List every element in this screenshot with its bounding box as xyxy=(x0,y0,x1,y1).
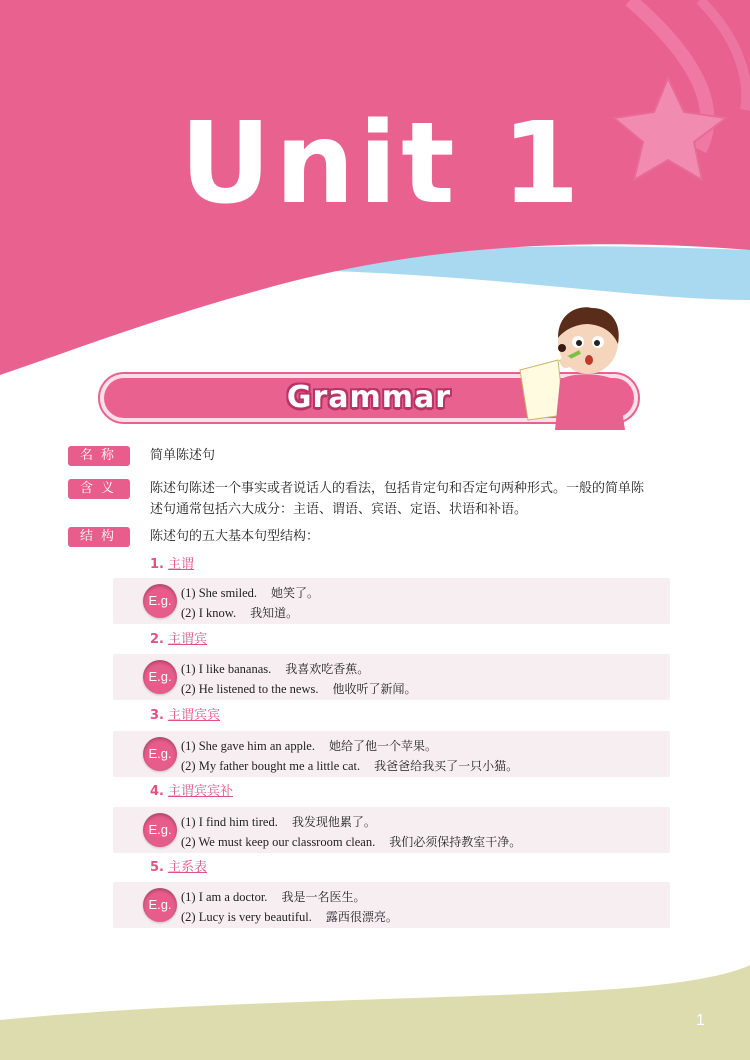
section-title: 3. 主谓宾宾 xyxy=(150,708,220,723)
definition-structure: 陈述句的五大基本句型结构： xyxy=(150,529,320,544)
example-line: (1) I find him tired. 我发现他累了。 xyxy=(181,815,376,829)
definition-name: 简单陈述句 xyxy=(150,448,216,463)
example-line: (2) He listened to the news. 他收听了新闻。 xyxy=(181,682,417,696)
section-title: 5. 主系表 xyxy=(150,860,207,875)
example-box xyxy=(113,654,670,700)
eg-badge: E.g. xyxy=(143,584,177,618)
example-line: (2) I know. 我知道。 xyxy=(181,606,299,620)
label-structure: 结构 xyxy=(68,527,130,547)
example-box xyxy=(113,578,670,624)
eg-badge: E.g. xyxy=(143,888,177,922)
definition-meaning-line2: 述句通常包括六大成分：主语、谓语、宾语、定语、状语和补语。 xyxy=(150,502,528,517)
grammar-title: Grammar xyxy=(286,380,452,415)
example-line: (1) I am a doctor. 我是一名医生。 xyxy=(181,890,366,904)
example-line: (2) My father bought me a little cat. 我爸爸给我买了一只小猫。 xyxy=(181,759,519,773)
example-line: (2) Lucy is very beautiful. 露西很漂亮。 xyxy=(181,910,398,924)
eg-badge: E.g. xyxy=(143,660,177,694)
example-box xyxy=(113,731,670,777)
example-line: (2) We must keep our classroom clean. 我们必须保持教室干净。 xyxy=(181,835,522,849)
section-title: 1. 主谓 xyxy=(150,557,194,572)
example-box xyxy=(113,882,670,928)
eg-badge: E.g. xyxy=(143,737,177,771)
example-line: (1) She gave him an apple. 她给了他一个苹果。 xyxy=(181,739,437,753)
page-number: 1 xyxy=(696,1012,705,1029)
definition-meaning-line1: 陈述句陈述一个事实或者说话人的看法，包括肯定句和否定句两种形式。一般的简单陈 xyxy=(150,481,645,496)
unit-title: Unit 1 xyxy=(180,99,584,229)
example-line: (1) I like bananas. 我喜欢吃香蕉。 xyxy=(181,662,370,676)
label-meaning: 含义 xyxy=(68,479,130,499)
section-title: 2. 主谓宾 xyxy=(150,632,207,647)
example-line: (1) She smiled. 她笑了。 xyxy=(181,586,320,600)
example-box xyxy=(113,807,670,853)
eg-badge: E.g. xyxy=(143,813,177,847)
bottom-wave xyxy=(0,965,750,1060)
label-name: 名称 xyxy=(68,446,130,466)
girl-illustration xyxy=(500,300,645,430)
section-title: 4. 主谓宾宾补 xyxy=(150,784,233,799)
